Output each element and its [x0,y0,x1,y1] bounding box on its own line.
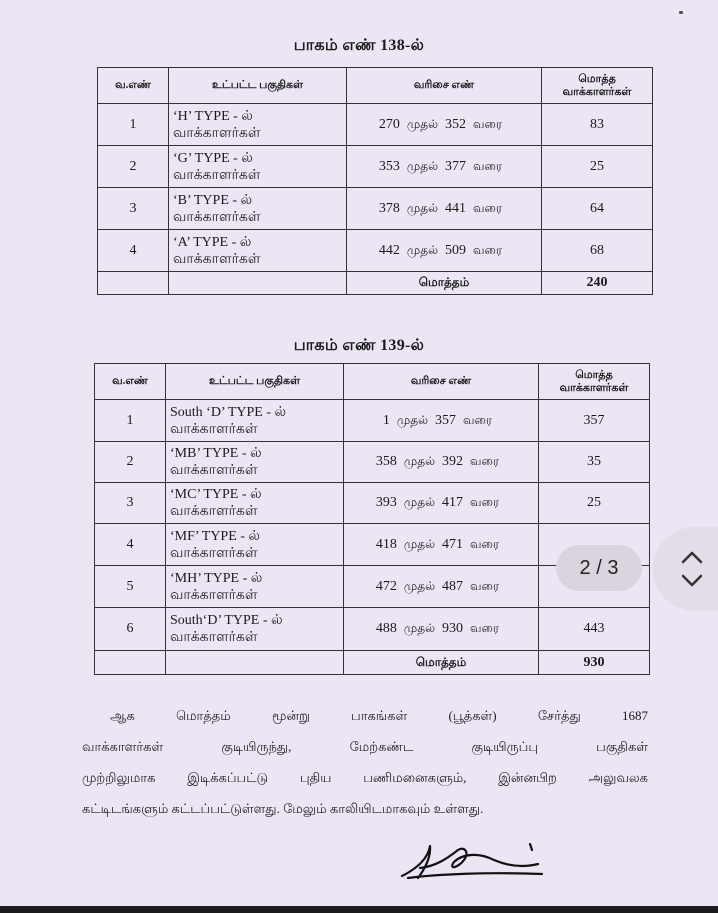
row-area-voters: வாக்காளர்கள் [170,587,258,603]
row-area-type: ‘H’ TYPE - ல் [173,108,253,124]
row-sn: 3 [98,188,169,230]
row-area [169,146,347,188]
range-from-word: முதல் [403,536,436,551]
row-range [344,608,539,651]
row-sn: 1 [95,400,166,442]
paragraph-line-3: முற்றிலுமாக இடிக்கப்பட்டு புதிய பணிமனைகளும், இன்னபிற அலுவலக [82,770,648,785]
header-area: உட்பட்ட பகுதிகள் [169,68,347,104]
row-sn: 5 [95,566,166,608]
range-to: 357 [435,412,457,428]
total-row [95,651,650,675]
row-area-type: ‘A’ TYPE - ல் [173,234,252,250]
row-area [166,608,344,651]
paragraph-line-1: ஆக மொத்தம் மூன்று பாகங்கள் (பூத்கள்) சேர்த்து 1687 [110,708,648,723]
table-row [98,230,653,272]
row-area-voters: வாக்காளர்கள் [170,421,258,437]
total-label: மொத்தம் [344,651,539,675]
row-range [347,146,542,188]
row-range [344,524,539,566]
table-row [98,188,653,230]
screen-bottom-bar [0,906,718,913]
table-header-row [98,68,653,104]
row-count: 357 [539,400,650,442]
range-from: 270 [378,116,400,132]
row-area-voters: வாக்காளர்கள் [170,630,258,645]
row-sn: 6 [95,608,166,651]
row-range [344,400,539,442]
range-to-word: வரை [470,495,500,509]
range-from: 393 [375,495,397,510]
row-count: 35 [539,442,650,483]
row-area [169,104,347,146]
total-label: மொத்தம் [347,272,542,295]
range-from-word: முதல் [403,495,436,509]
row-area [169,188,347,230]
range-to-word: வரை [470,621,500,635]
row-range [347,188,542,230]
range-to-word: வரை [470,454,500,468]
row-area [166,400,344,442]
range-from-word: முதல் [406,116,439,131]
row-sn: 4 [95,524,166,566]
range-from-word: முதல் [406,242,439,257]
range-to-word: வரை [473,242,503,257]
total-value: 240 [542,272,653,295]
range-to-word: வரை [473,116,503,131]
row-area [166,566,344,608]
page-indicator: 2 / 3 [556,545,642,591]
total-empty-area [169,272,347,295]
table-row [98,104,653,146]
range-from-word: முதல் [403,454,436,468]
range-to: 487 [442,578,464,594]
chevron-down-icon[interactable] [680,573,704,589]
header-range: வரிசை எண் [344,364,539,400]
total-row [98,272,653,295]
signature [398,838,548,884]
range-from: 378 [378,200,400,216]
row-area [166,442,344,483]
chevron-up-icon[interactable] [680,549,704,565]
row-sn: 2 [98,146,169,188]
range-to: 392 [442,454,464,469]
row-range [347,104,542,146]
range-to-word: வரை [473,158,503,173]
range-from-word: முதல் [403,578,436,593]
table-row [95,442,650,483]
row-count: 25 [539,483,650,524]
row-area-type: ‘MB’ TYPE - ல் [170,446,262,461]
row-area-voters: வாக்காளர்கள் [170,545,258,561]
row-area-voters: வாக்காளர்கள் [173,167,261,183]
row-area-voters: வாக்காளர்கள் [173,251,261,267]
header-count-line1: மொத்த [578,72,616,85]
row-count: 443 [539,608,650,651]
row-area-type: ‘MH’ TYPE - ல் [170,570,263,586]
range-to: 509 [445,242,467,258]
row-area-voters: வாக்காளர்கள் [173,125,261,141]
row-area-type: ‘G’ TYPE - ல் [173,150,253,166]
row-area-type: South ‘D’ TYPE - ல் [170,404,287,420]
row-sn: 1 [98,104,169,146]
header-count-line2: வாக்காளர்கள் [559,381,629,394]
range-from-word: முதல் [396,412,429,427]
range-from-word: முதல் [406,158,439,173]
row-sn: 2 [95,442,166,483]
table-row [95,400,650,442]
range-to-word: வரை [473,200,503,215]
row-area [169,230,347,272]
section-2-table [94,363,650,675]
range-from: 418 [375,536,397,552]
header-sn: வ.எண் [98,68,169,104]
row-area-type: ‘MF’ TYPE - ல் [170,528,261,544]
row-area-type: South‘D’ TYPE - ல் [170,613,283,628]
range-to: 417 [442,495,464,510]
header-area: உட்பட்ட பகுதிகள் [166,364,344,400]
row-count: 83 [542,104,653,146]
range-to-word: வரை [463,412,493,427]
row-area [166,483,344,524]
total-empty-area [166,651,344,675]
row-range [347,230,542,272]
table-row [95,483,650,524]
range-from-word: முதல் [406,200,439,215]
row-area [166,524,344,566]
row-area-voters: வாக்காளர்கள் [170,463,258,478]
header-range: வரிசை எண் [347,68,542,104]
range-to: 471 [442,536,464,552]
row-area-voters: வாக்காளர்கள் [170,504,258,519]
range-from: 1 [382,412,390,428]
total-empty-sn [95,651,166,675]
range-to: 377 [445,158,467,174]
total-empty-sn [98,272,169,295]
row-count: 68 [542,230,653,272]
range-to: 441 [445,200,467,216]
row-sn: 4 [98,230,169,272]
summary-paragraph [82,700,648,824]
range-from: 353 [378,158,400,174]
range-from: 488 [375,621,397,636]
range-to-word: வரை [470,578,500,593]
row-area-voters: வாக்காளர்கள் [173,209,261,225]
range-from: 442 [378,242,400,258]
header-count-line2: வாக்காளர்கள் [562,85,632,98]
section-1-title: பாகம் எண் 138-ல் [293,37,425,54]
table-row [95,608,650,651]
paragraph-line-2: வாக்காளர்கள் குடியிருந்து, மேற்கண்ட குடியிருப்பு பகுதிகள் [82,739,648,754]
range-from: 358 [375,454,397,469]
section-1-table [97,67,653,295]
table-header-row [95,364,650,400]
header-count-line1: மொத்த [575,368,613,381]
row-range [344,483,539,524]
row-sn: 3 [95,483,166,524]
table-row [98,146,653,188]
paragraph-line-4: கட்டிடங்களும் கட்டப்பட்டுள்ளது. மேலும் காலியிடமாகவும் உள்ளது. [82,801,484,816]
row-area-type: ‘MC’ TYPE - ல் [170,487,262,502]
row-range [344,566,539,608]
row-range [344,442,539,483]
range-from-word: முதல் [403,621,436,635]
range-to: 352 [445,116,467,132]
total-value: 930 [539,651,650,675]
header-count [542,68,653,104]
row-count: 64 [542,188,653,230]
scan-speck [679,11,683,14]
header-sn: வ.எண் [95,364,166,400]
range-from: 472 [375,578,397,594]
row-area-type: ‘B’ TYPE - ல் [173,192,253,208]
row-count: 25 [542,146,653,188]
range-to: 930 [442,621,464,636]
section-2-title: பாகம் எண் 139-ல் [293,337,425,354]
header-count [539,364,650,400]
range-to-word: வரை [470,536,500,551]
